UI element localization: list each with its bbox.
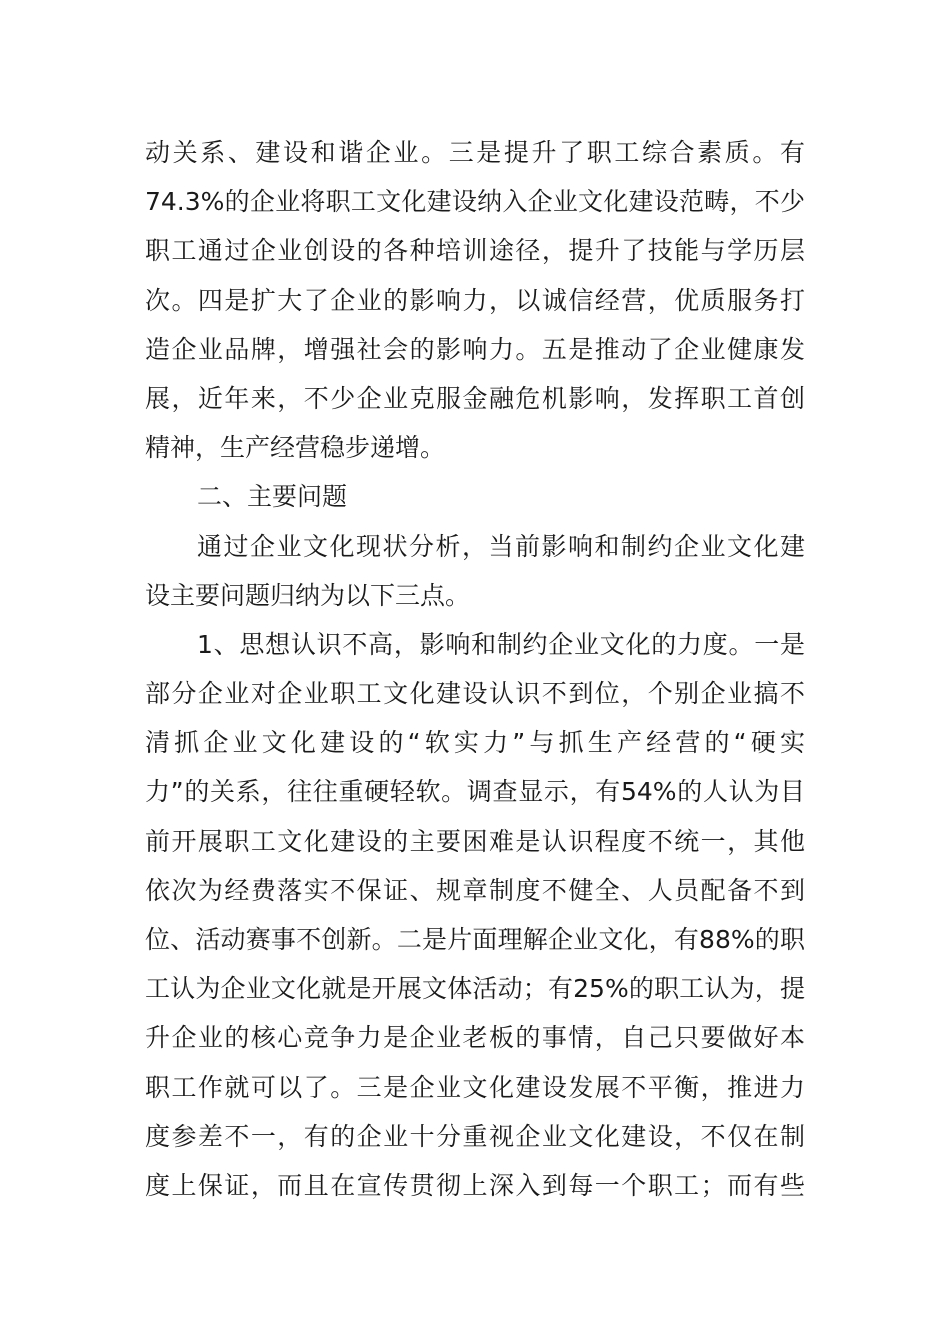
text-line: 造企业品牌，增强社会的影响力。五是推动了企业健康发 [145,334,805,364]
text-line: 部分企业对企业职工文化建设认识不到位，个别企业搞不 [145,679,805,709]
text-line: 职工通过企业创设的各种培训途径，提升了技能与学历层 [145,236,805,266]
body-text [145,128,805,1210]
text-line: 力”的关系，往往重硬轻软。调查显示，有54%的人认为目 [145,777,805,807]
text-line: 位、活动赛事不创新。二是片面理解企业文化，有88%的职 [145,925,805,954]
text-line: 依次为经费落实不保证、规章制度不健全、人员配备不到 [145,875,805,905]
text-line: 清抓企业文化建设的“软实力”与抓生产经营的“硬实 [145,728,805,758]
text-line: 通过企业文化现状分析，当前影响和制约企业文化建 [197,531,805,561]
text-line: 展，近年来，不少企业克服金融危机影响，发挥职工首创 [145,383,805,413]
text-line: 工认为企业文化就是开展文体活动；有25%的职工认为，提 [145,974,805,1004]
text-line: 职工作就可以了。三是企业文化建设发展不平衡，推进力 [145,1072,805,1102]
text-line: 升企业的核心竞争力是企业老板的事情，自己只要做好本 [145,1023,805,1053]
text-line: 设主要问题归纳为以下三点。 [145,580,471,610]
text-line: 度上保证，而且在宣传贯彻上深入到每一个职工；而有些 [145,1170,805,1200]
text-line: 精神，生产经营稳步递增。 [145,433,446,463]
text-line: 1、思想认识不高，影响和制约企业文化的力度。一是 [197,629,805,659]
text-line: 度参差不一，有的企业十分重视企业文化建设，不仅在制 [145,1121,805,1151]
text-line: 二、主要问题 [197,482,348,512]
text-line: 前开展职工文化建设的主要困难是认识程度不统一，其他 [145,826,805,856]
text-line: 次。四是扩大了企业的影响力，以诚信经营，优质服务打 [145,285,805,315]
text-line: 74.3%的企业将职工文化建设纳入企业文化建设范畴，不少 [145,187,805,217]
text-line: 动关系、建设和谐企业。三是提升了职工综合素质。有 [145,138,805,167]
